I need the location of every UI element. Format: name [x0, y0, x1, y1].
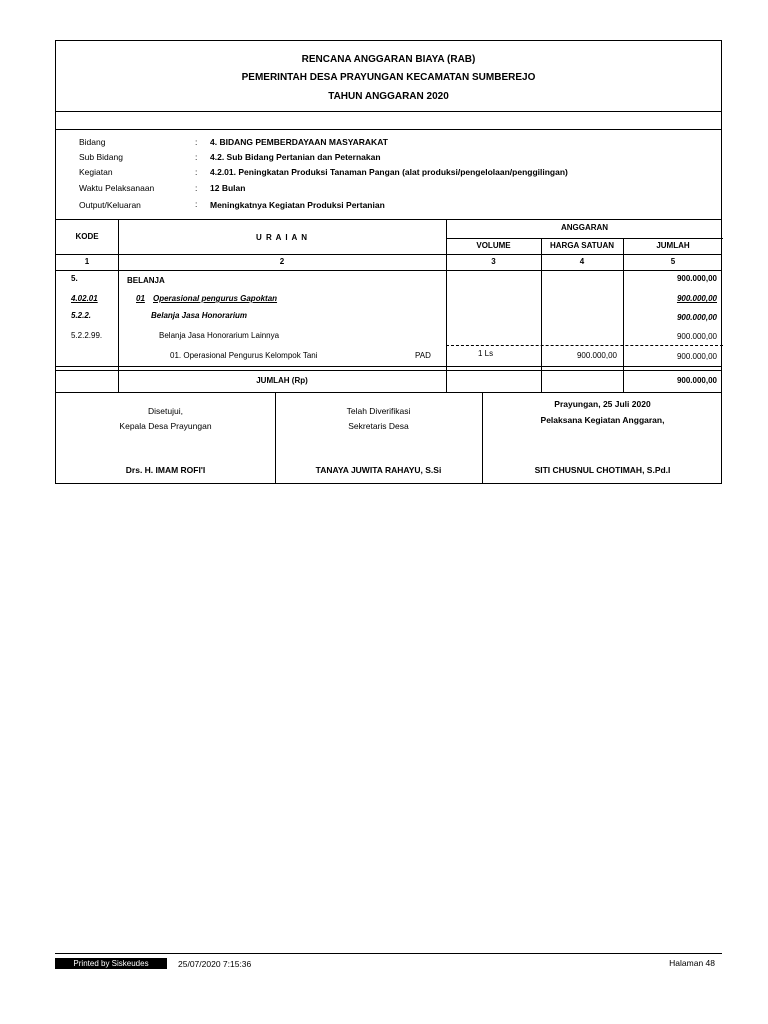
row-uraian: Belanja Jasa Honorarium	[151, 311, 248, 320]
sig-right-name: SITI CHUSNUL CHOTIMAH, S.Pd.I	[534, 465, 671, 475]
page-number: Halaman 48	[669, 958, 715, 968]
info-colon: :	[195, 199, 198, 209]
row-sub-code: 01	[136, 294, 145, 303]
col-header-kode: KODE	[75, 232, 99, 241]
divider	[56, 111, 721, 112]
row-volume: 1 Ls	[478, 349, 494, 358]
header-line	[56, 254, 721, 255]
row-harga-satuan: 900.000,00	[576, 351, 617, 360]
row-divider-dashed	[446, 345, 723, 346]
info-colon: :	[195, 137, 198, 147]
sig-left-name: Drs. H. IMAM ROFI'I	[125, 465, 206, 475]
printed-by-badge: Printed by Siskeudes	[55, 958, 167, 969]
col-header-jumlah: JUMLAH	[656, 241, 690, 250]
row-jumlah: 900.000,00	[676, 313, 717, 322]
info-value-waktu: 12 Bulan	[210, 183, 246, 193]
info-label-output: Output/Keluaran	[79, 200, 141, 210]
sig-right-line2: Pelaksana Kegiatan Anggaran,	[540, 415, 665, 425]
row-uraian: Operasional pengurus Gapoktan	[153, 294, 278, 303]
divider	[56, 129, 721, 130]
total-label: JUMLAH (Rp)	[256, 376, 308, 385]
row-kode: 5.2.2.	[71, 311, 92, 320]
info-label-waktu: Waktu Pelaksanaan	[79, 183, 155, 193]
col-number: 5	[670, 257, 676, 266]
anggaran-line	[446, 238, 723, 239]
body-bottom-line	[56, 366, 721, 367]
info-colon: :	[195, 183, 198, 193]
print-timestamp: 25/07/2020 7:15:36	[178, 959, 252, 969]
info-value-sub-bidang: 4.2. Sub Bidang Pertanian dan Peternakan	[210, 152, 381, 162]
sig-middle-line1: Telah Diverifikasi	[346, 406, 411, 416]
col-header-anggaran: ANGGARAN	[560, 223, 609, 232]
doc-subtitle: PEMERINTAH DESA PRAYUNGAN KECAMATAN SUMBEREJO	[241, 72, 536, 83]
col-divider	[541, 370, 542, 392]
row-jumlah: 900.000,00	[676, 332, 717, 341]
row-kode: 5.	[71, 274, 78, 283]
col-number: 4	[579, 257, 585, 266]
sig-left-line1: Disetujui,	[148, 406, 183, 416]
row-uraian: Belanja Jasa Honorarium Lainnya	[159, 331, 280, 340]
total-bottom-line	[56, 392, 721, 393]
sig-middle-line2: Sekretaris Desa	[348, 421, 409, 431]
info-value-kegiatan: 4.2.01. Peningkatan Produksi Tanaman Pangan (alat produksi/pengelolaan/penggilingan)	[210, 167, 568, 177]
row-jumlah: 900.000,00	[676, 274, 717, 283]
row-uraian: BELANJA	[127, 276, 165, 285]
sig-right-place-date: Prayungan, 25 Juli 2020	[554, 399, 651, 409]
row-sumber-dana: PAD	[415, 351, 431, 360]
info-label-kegiatan: Kegiatan	[79, 167, 113, 177]
row-kode: 4.02.01	[71, 294, 98, 303]
total-value: 900.000,00	[676, 376, 717, 385]
info-value-output: Meningkatnya Kegiatan Produksi Pertanian	[210, 200, 385, 210]
sig-left-line2: Kepala Desa Prayungan	[119, 421, 212, 431]
row-jumlah: 900.000,00	[676, 294, 717, 303]
row-uraian: 01. Operasional Pengurus Kelompok Tani	[170, 351, 318, 360]
col-number: 3	[491, 257, 496, 266]
row-jumlah: 900.000,00	[676, 352, 717, 361]
col-header-uraian: U R A I A N	[255, 233, 309, 242]
info-value-bidang: 4. BIDANG PEMBERDAYAAN MASYARAKAT	[210, 137, 388, 147]
doc-year: TAHUN ANGGARAN 2020	[328, 91, 449, 102]
row-kode: 5.2.2.99.	[71, 331, 103, 340]
table-top-line	[56, 219, 721, 220]
col-divider	[446, 370, 447, 392]
info-colon: :	[195, 167, 198, 177]
rab-document	[55, 40, 722, 484]
col-header-harga-satuan: HARGA SATUAN	[550, 241, 614, 250]
col-number: 2	[279, 257, 285, 266]
doc-title: RENCANA ANGGARAN BIAYA (RAB)	[301, 54, 476, 65]
footer-divider	[55, 953, 722, 954]
info-label-bidang: Bidang	[79, 137, 106, 147]
info-colon: :	[195, 152, 198, 162]
total-top-line	[56, 370, 721, 371]
info-label-sub-bidang: Sub Bidang	[79, 152, 123, 162]
sig-middle-name: TANAYA JUWITA RAHAYU, S.Si	[315, 465, 442, 475]
col-number: 1	[84, 257, 90, 266]
numbering-line	[56, 270, 721, 271]
col-header-volume: VOLUME	[476, 241, 511, 250]
